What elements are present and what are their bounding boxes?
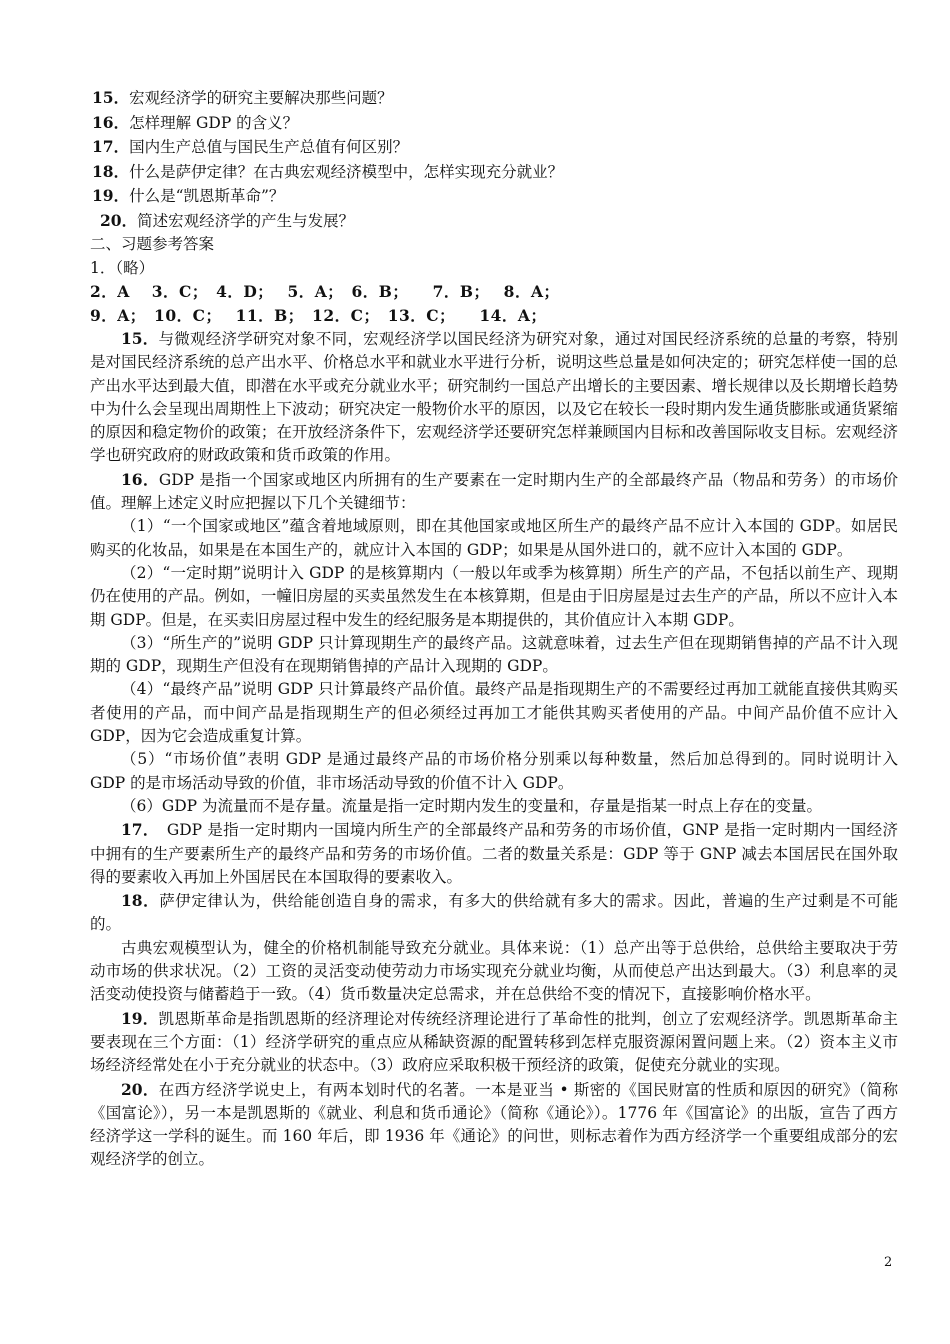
- answer-number: 20．: [121, 1079, 159, 1099]
- answer-15: [90, 327, 898, 468]
- section-title: 二、习题参考答案: [90, 235, 215, 253]
- answer-number: 16．: [121, 469, 159, 489]
- answer-16-point-1: （1）“一个国家或地区”蕴含着地域原则，即在其他国家或地区所生产的最终产品不应计入本国的 GDP。如居民购买的化妆品，如果是在本国生产的，就应计入本国的 GDP；如果是从国外进口的，就不应计入本国的 GDP。: [90, 517, 898, 559]
- question-17: [92, 135, 898, 160]
- answer-17: [90, 818, 898, 889]
- question-text: 什么是萨伊定律？在古典宏观经济模型中，怎样实现充分就业？: [129, 162, 564, 181]
- question-number: 16．: [92, 112, 130, 132]
- question-number: 20．: [100, 210, 138, 230]
- answer-text: 与微观经济学研究对象不同，宏观经济学以国民经济为研究对象，通过对国民经济系统的总量的考察，特别是对国民经济系统的总产出水平、价格总水平和就业水平进行分析，说明这些总量是如何决定的；研究怎样使一国的总产出水平达到最大值，即潜在水平或充分就业水平；研究制约一国总产出增长的主要因素、增长规律以及长期增长趋势中为什么会呈现出周期性上下波动；研究决定一般物价水平的原因，以及它在较长一段时期内发生通货膨胀或通货紧缩的原因和稳定物价的政策；在开放经济条件下，宏观经济学还要研究怎样兼顾国内目标和改善国际收支目标。宏观经济学也研究政府的财政政策和货币政策的作用。: [90, 330, 898, 465]
- answer-16-intro: [90, 468, 898, 516]
- answer-text: GDP 是指一个国家或地区内所拥有的生产要素在一定时期内生产的全部最终产品（物品和劳务）的市场价值。理解上述定义时应把握以下几个关键细节：: [90, 470, 898, 513]
- question-number: 18．: [92, 161, 130, 181]
- answer-16-point-3: （3）“所生产的”说明 GDP 只计算现期生产的最终产品。这就意味着，过去生产但在现期销售掉的产品不计入现期的 GDP，现期生产但没有在现期销售掉的产品计入现期的 GDP。: [90, 633, 898, 676]
- answer-number: 19．: [121, 1008, 159, 1028]
- answer-text: 凯恩斯革命是指凯恩斯的经济理论对传统经济理论进行了革命性的批判，创立了宏观经济学。凯恩斯革命主要表现在三个方面：（1）经济学研究的重点应从稀缺资源的配置转移到怎样克服资源闲置问题上来。（2）资本主义市场经济经常处在小于充分就业的状态中。（3）政府应采取积极干预经济的政策，促使充分就业的实现。: [90, 1009, 898, 1075]
- answer-16-point-5: （5）“市场价值”表明 GDP 是通过最终产品的市场价格分别乘以每种数量，然后加总得到的。同时说明计入 GDP 的是市场活动导致的价值，非市场活动导致的价值不计入 GDP。: [90, 750, 898, 792]
- question-19: [92, 184, 898, 209]
- answer-18: [90, 889, 898, 937]
- answer-1: 1．（略）: [90, 258, 155, 277]
- answer-text: 萨伊定律认为，供给能创造自身的需求，有多大的供给就有多大的需求。因此，普遍的生产过剩是不可能的。: [90, 892, 898, 934]
- question-16: [92, 111, 898, 136]
- question-text: 简述宏观经济学的产生与发展？: [137, 211, 355, 230]
- question-text: 什么是“凯恩斯革命”？: [129, 187, 285, 205]
- document-page: [90, 86, 898, 1172]
- question-number: 19．: [92, 186, 130, 205]
- answer-20: [90, 1078, 898, 1172]
- answer-16-point-4: （4）“最终产品”说明 GDP 只计算最终产品价值。最终产品是指现期生产的不需要经过再加工就能直接供其购买者使用的产品，而中间产品是指现期生产的但必须经过再加工才能供其购买者使用的产品。中间产品价值不应计入 GDP，因为它会造成重复计算。: [90, 680, 898, 746]
- page-number: 2: [884, 1255, 893, 1270]
- question-15: [92, 86, 898, 111]
- question-18: [92, 160, 898, 185]
- answer-18-continued: 古典宏观模型认为，健全的价格机制能导致充分就业。具体来说：（1）总产出等于总供给，总供给主要取决于劳动市场的供求状况。（2）工资的灵活变动使劳动力市场实现充分就业均衡，从而使总产出达到最大。（3）利息率的灵活变动使投资与储蓄趋于一致。（4）货币数量决定总需求，并在总供给不变的情况下，直接影响价格水平。: [90, 938, 898, 1004]
- answer-number: 17．: [121, 820, 151, 840]
- question-number: 17．: [92, 137, 130, 156]
- question-number: 15．: [92, 88, 130, 107]
- answer-text: GDP 是指一定时期内一国境内所生产的全部最终产品和劳务的市场价值，GNP 是指一定时期内一国经济中拥有的生产要素所生产的最终产品和劳务的市场价值。二者的数量关系是：GDP 等于 GNP 减去本国居民在国外取得的要素收入再加上外国居民在本国取得的要素收入。: [90, 821, 898, 886]
- answer-19: [90, 1007, 898, 1078]
- answer-number: 18．: [121, 891, 160, 911]
- question-text: 怎样理解 GDP 的含义？: [129, 113, 299, 132]
- answer-16-point-6: （6）GDP 为流量而不是存量。流量是指一定时期内发生的变量和，存量是指某一时点上存在的变量。: [121, 796, 823, 815]
- question-text: 宏观经济学的研究主要解决那些问题？: [129, 89, 393, 107]
- answer-number: 15．: [121, 329, 159, 348]
- answers-2-8: 2．A 3．C； 4．D； 5．A； 6．B； 7．B； 8．A；: [90, 282, 560, 301]
- answer-16-point-2: （2）“一定时期”说明计入 GDP 的是核算期内（一般以年或季为核算期）所生产的产品，不包括以前生产、现期仍在使用的产品。例如，一幢旧房屋的买卖虽然发生在本核算期，但是由于旧房屋是过去生产的产品，所以不应计入本期 GDP。但是，在买卖旧房屋过程中发生的经纪服务是本期提供的，其价值应计入本期 GDP。: [90, 563, 898, 629]
- question-text: 国内生产总值与国民生产总值有何区别？: [129, 138, 409, 156]
- answer-text: 在西方经济学说史上，有两本划时代的名著。一本是亚当 • 斯密的《国民财富的性质和原因的研究》（简称《国富论》），另一本是凯恩斯的《就业、利息和货币通论》（简称《通论》）。1776 年《国富论》的出版，宣告了西方经济学这一学科的诞生。而 160 年后，即 1936 年《通论》的问世，则标志着作为西方经济学一个重要组成部分的宏观经济学的创立。: [90, 1080, 898, 1169]
- answers-9-14: 9．A； 10．C； 11．B； 12．C； 13．C； 14．A；: [90, 305, 547, 325]
- question-20: [100, 209, 898, 234]
